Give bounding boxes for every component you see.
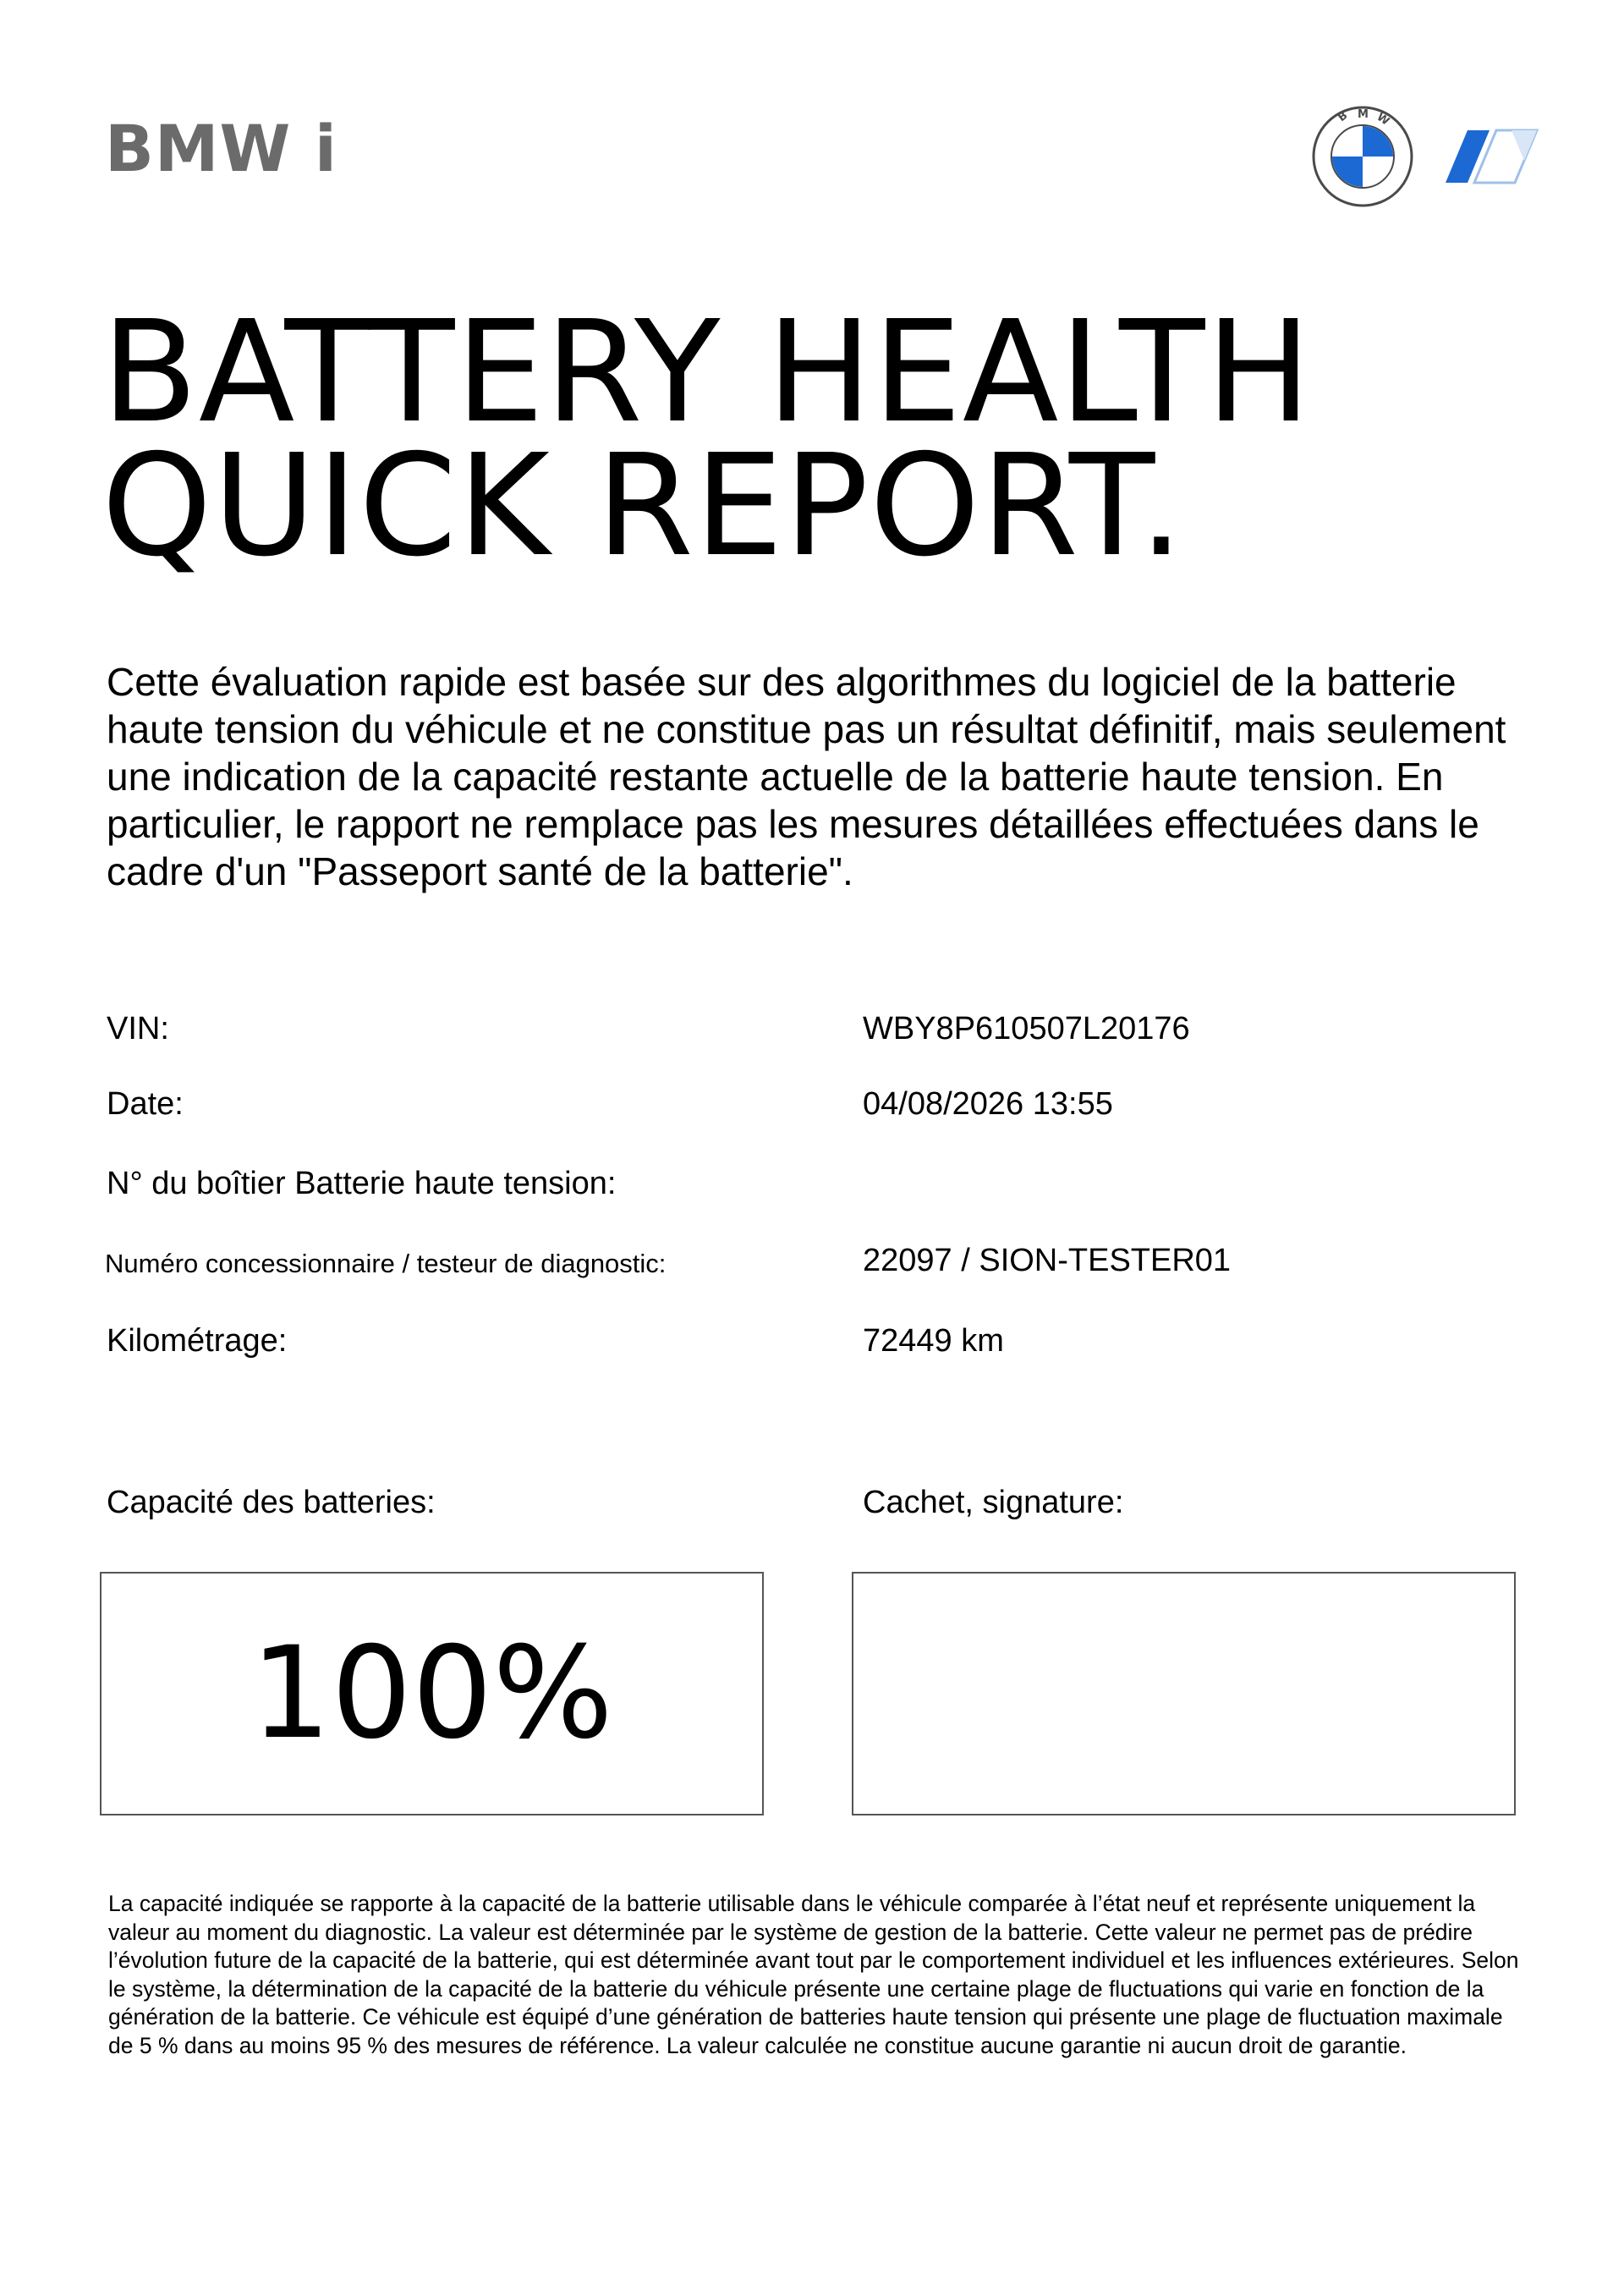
- vin-label: VIN:: [107, 1011, 169, 1046]
- mileage-value: 72449 km: [863, 1323, 1004, 1359]
- title-line-2: QUICK REPORT.: [102, 425, 1185, 588]
- capacity-box: [100, 1572, 764, 1815]
- disclaimer-footnote: La capacité indiquée se rapporte à la capacité de la batterie utilisable dans le véhicule comparée à l’état neuf et représente uniquement la valeur au moment du diagnostic. La valeur est déterminée par le système de gestion de la batterie. Cette valeur ne permet pas de prédire l’évolution future de la capacité de la batterie, qui est déterminée avant tout par le comportement individuel et les influences extérieures. Selon le système, la détermination de la capacité de la batterie du véhicule présente une certaine plage de fluctuations qui varie en fonction de la génération de la batterie. Ce véhicule est équipé d’une génération de batteries haute tension qui présente une plage de fluctuation maximale de 5 % dans au moins 95 % des mesures de référence. La valeur calculée ne constitue aucune garantie ni aucun droit de garantie.: [108, 1891, 1519, 2058]
- brand-wordmark: BMW i: [105, 111, 337, 186]
- capacity-value: 100%: [250, 1620, 613, 1767]
- bmw-i-icon: [1442, 127, 1539, 186]
- capacity-label: Capacité des batteries:: [107, 1485, 436, 1520]
- dealer-tester-label: Numéro concessionnaire / testeur de diagnostic:: [105, 1249, 667, 1278]
- page-title: [102, 291, 1313, 588]
- vin-value: WBY8P610507L20176: [863, 1011, 1190, 1046]
- roundel-letter-b: B: [1336, 109, 1351, 125]
- roundel-letter-m: M: [1358, 108, 1369, 121]
- stamp-signature-box: [852, 1572, 1516, 1815]
- date-value: 04/08/2026 13:55: [863, 1086, 1113, 1122]
- intro-paragraph: Cette évaluation rapide est basée sur des algorithmes du logiciel de la batterie haute tension du véhicule et ne constitue pas un résultat définitif, mais seulement une indication de la capacité restante actuelle de la batterie haute tension. En particulier, le rapport ne remplace pas les mesures détaillées effectuées dans le cadre d'un "Passeport santé de la batterie".: [107, 660, 1506, 893]
- bmw-roundel-icon: [1311, 105, 1414, 208]
- roundel-letter-w: W: [1374, 110, 1392, 129]
- dealer-tester-value: 22097 / SION-TESTER01: [863, 1243, 1232, 1278]
- title-line-1: BATTERY HEALTH: [102, 291, 1313, 454]
- battery-housing-label: N° du boîtier Batterie haute tension:: [107, 1166, 617, 1201]
- date-label: Date:: [107, 1086, 184, 1122]
- mileage-label: Kilométrage:: [107, 1323, 288, 1359]
- stamp-signature-label: Cachet, signature:: [863, 1485, 1124, 1520]
